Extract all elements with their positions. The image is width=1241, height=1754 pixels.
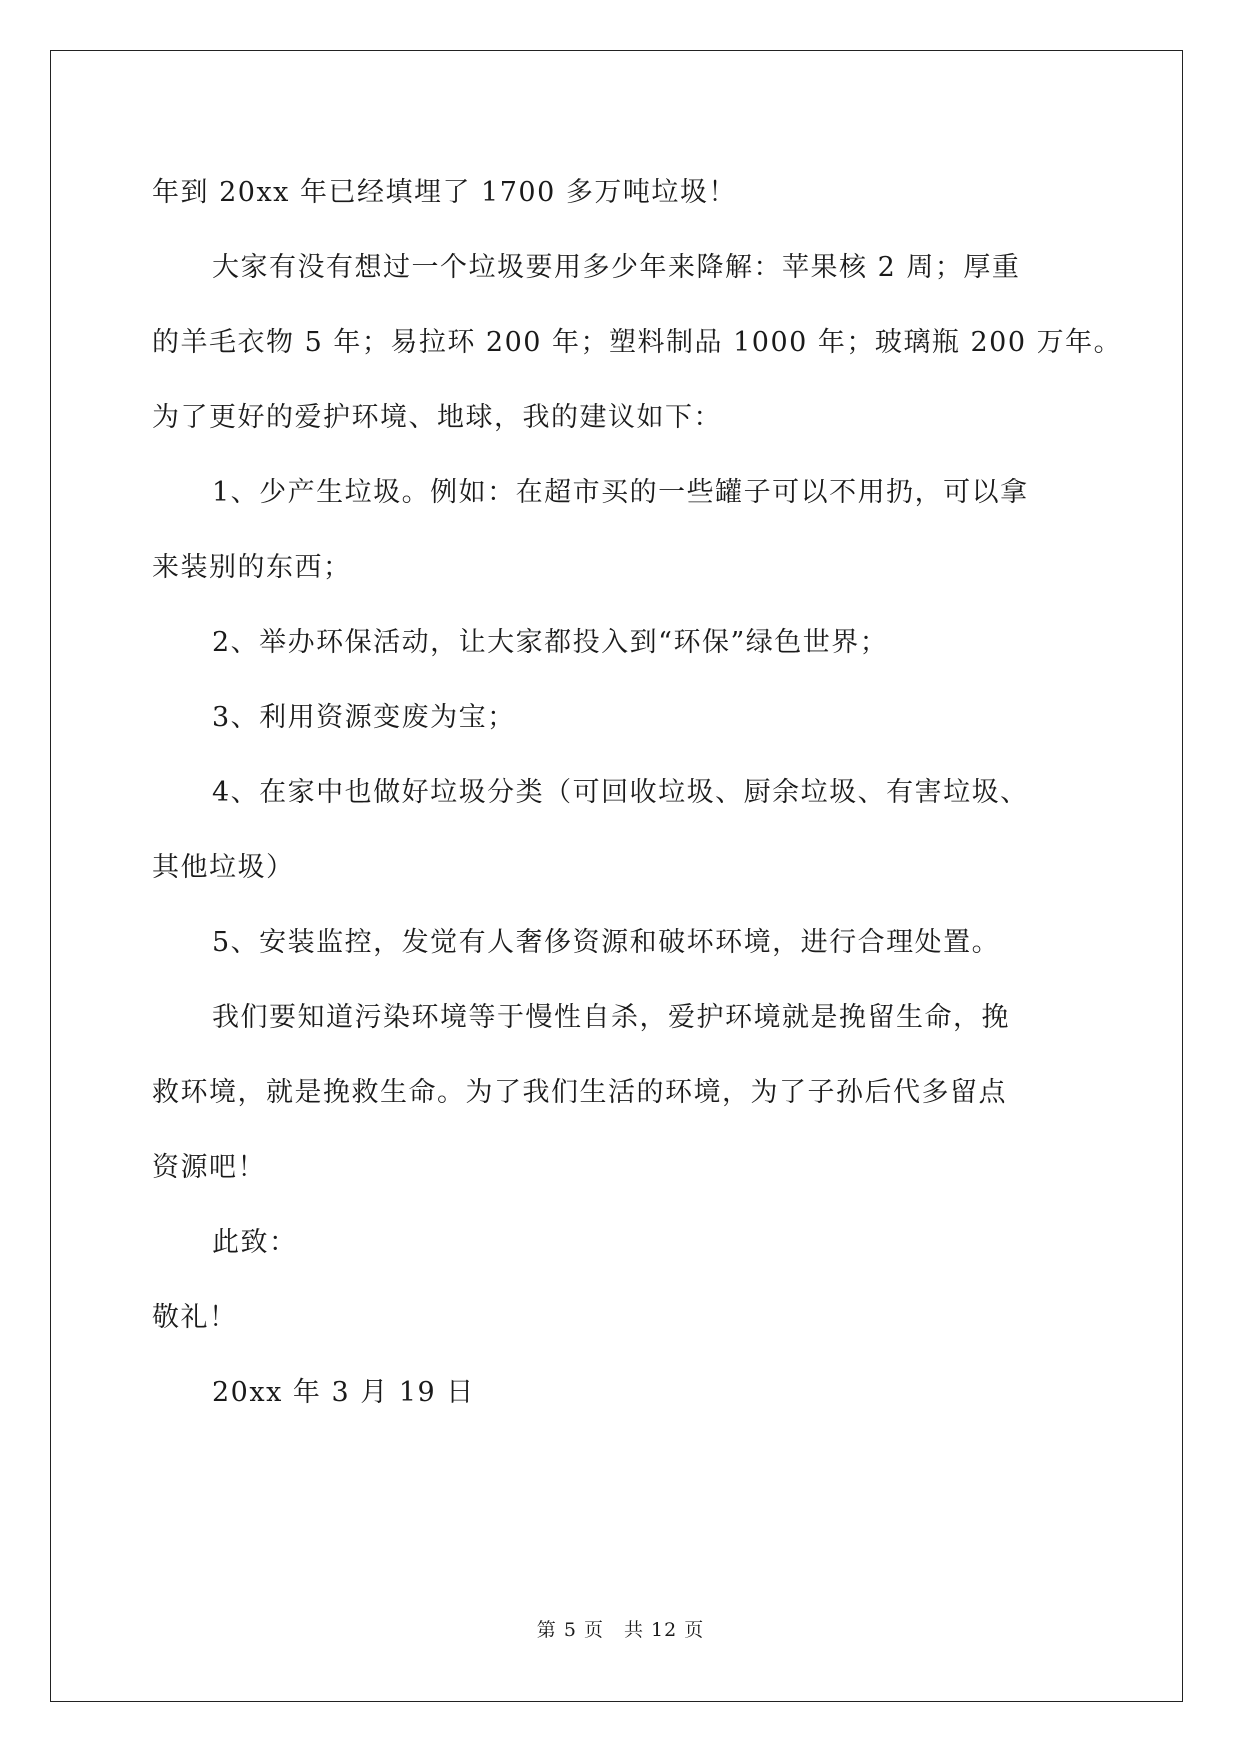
text-line: 的羊毛衣物 5 年；易拉环 200 年；塑料制品 1000 年；玻璃瓶 200 万年。 [152,327,1123,358]
closing-line: 敬礼！ [152,1302,238,1333]
date-line: 20xx 年 3 月 19 日 [212,1377,475,1408]
text-line: 3、利用资源变废为宝； [212,702,516,733]
letter-body [152,155,1123,1430]
salutation-line: 此致： [212,1227,298,1258]
text-line: 1、少产生垃圾。例如：在超市买的一些罐子可以不用扔，可以拿 [212,477,1029,508]
text-line: 2、举办环保活动，让大家都投入到“环保”绿色世界； [212,627,889,658]
text-line: 其他垃圾） [152,852,295,883]
text-line: 4、在家中也做好垃圾分类（可回收垃圾、厨余垃圾、有害垃圾、 [212,777,1029,808]
page-number-footer: 第 5 页 共 12 页 [536,1619,705,1641]
text-line: 来装别的东西； [152,552,352,583]
text-line: 大家有没有想过一个垃圾要用多少年来降解：苹果核 2 周；厚重 [212,252,1021,283]
text-line: 5、安装监控，发觉有人奢侈资源和破坏环境，进行合理处置。 [212,927,1001,958]
text-line: 为了更好的爱护环境、地球，我的建议如下： [152,402,722,433]
text-line: 我们要知道污染环境等于慢性自杀，爱护环境就是挽留生命，挽 [212,1002,1010,1033]
text-line: 年到 20xx 年已经填埋了 1700 多万吨垃圾！ [152,177,737,208]
text-line: 资源吧！ [152,1152,266,1183]
text-line: 救环境，就是挽救生命。为了我们生活的环境，为了子孙后代多留点 [152,1077,1007,1108]
